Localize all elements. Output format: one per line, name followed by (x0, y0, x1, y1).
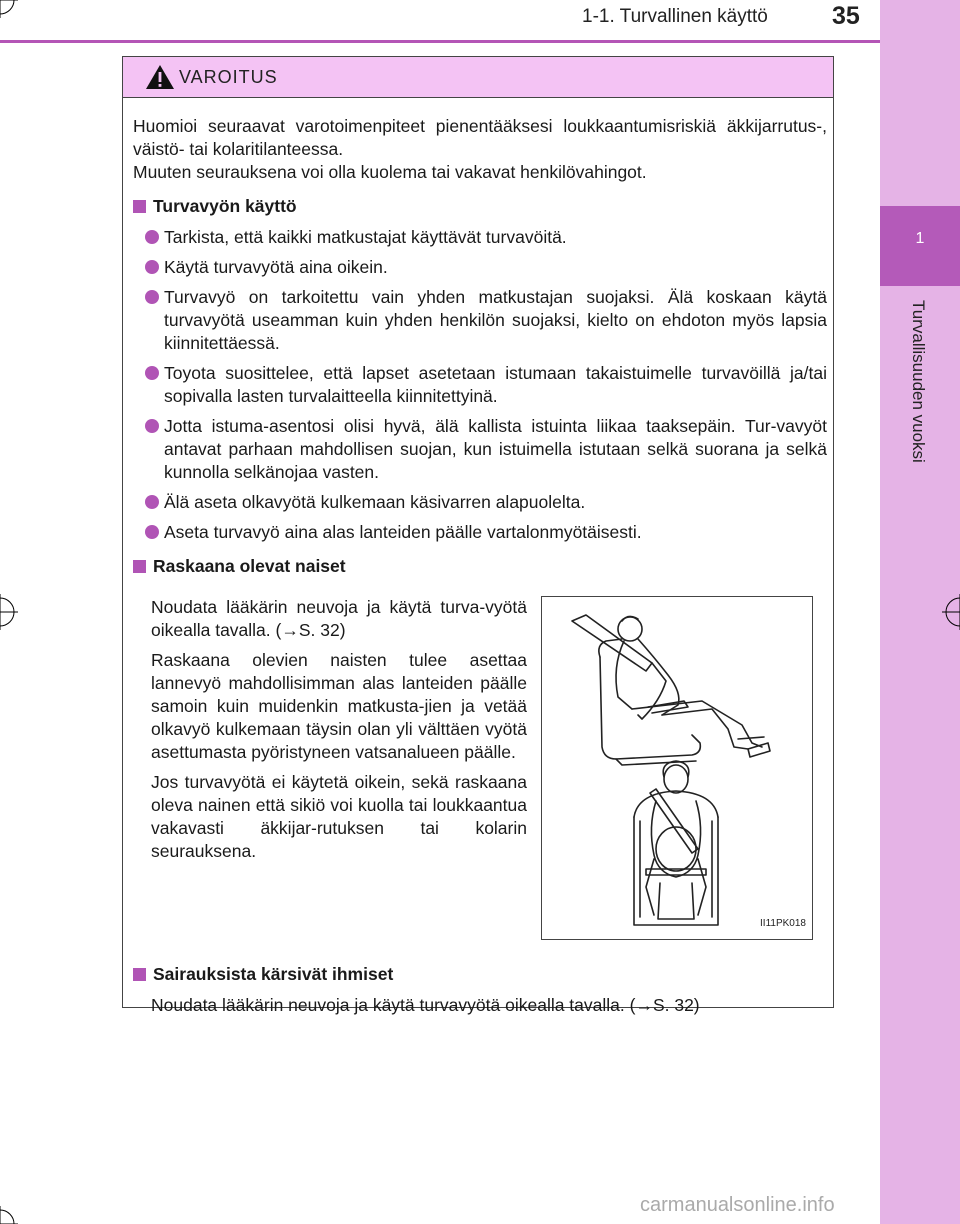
list-item (133, 521, 827, 544)
page-number: 35 (832, 2, 860, 30)
section-heading-text: Sairauksista kärsivät ihmiset (153, 964, 394, 984)
list-item-text: Turvavyö on tarkoitettu vain yhden matkustajan suojaksi. Älä koskaan käytä turvavyötä useamman kuin yhden henkilön suojaksi, kielto on ehdoton myös lapsia kiinnitettäessä. (164, 287, 827, 353)
list-item-text: Jotta istuma-asentosi olisi hyvä, älä kallista istuinta liikaa taaksepäin. Tur-vavyöt antavat parhaan mahdollisen suojan, kun istuimella istutaan selkä suorana ja selkä kunnolla selkänojaa vasten. (164, 416, 827, 482)
warning-title: VAROITUS (179, 67, 278, 87)
round-bullet-icon (145, 419, 159, 433)
pregnant-seatbelt-illustration (541, 596, 813, 940)
paragraph: Noudata lääkärin neuvoja ja käytä turva-vyötä oikealla tavalla. (→S. 32) (151, 597, 527, 640)
round-bullet-icon (145, 260, 159, 274)
section-heading-people-with-illnesses (133, 963, 827, 986)
list-item-text: Älä aseta olkavyötä kulkemaan käsivarren alapuolelta. (164, 492, 586, 512)
warning-consequence: Muuten seurauksena voi olla kuolema tai vakavat henkilövahingot. (133, 162, 647, 182)
square-bullet-icon (133, 968, 146, 981)
list-item (133, 256, 827, 279)
list-item (133, 362, 827, 408)
list-item (133, 286, 827, 355)
pregnant-seatbelt-drawing (542, 597, 812, 939)
footer-watermark: carmanualsonline.info (640, 1194, 835, 1216)
warning-triangle-icon (145, 64, 175, 90)
warning-box (122, 56, 834, 1015)
list-item-text: Aseta turvavyö aina alas lanteiden päälle vartalonmyötäisesti. (164, 522, 642, 542)
round-bullet-icon (145, 366, 159, 380)
chapter-title: Turvallisuuden vuoksi (909, 300, 928, 463)
paragraph: Raskaana olevien naisten tulee asettaa lannevyö mahdollisimman alas lanteiden päälle samoin kuin muidenkin matkusta-jien ja vetää olkavyö kulkemaan täysin olan yli välttäen vyötä asettumasta pyöristyneen vatsanalueen päälle. (151, 650, 527, 762)
header-rule (0, 40, 880, 43)
square-bullet-icon (133, 200, 146, 213)
figure-code: II11PK018 (760, 918, 806, 929)
section-heading-text: Turvavyön käyttö (153, 196, 297, 216)
list-item-text: Käytä turvavyötä aina oikein. (164, 257, 388, 277)
section-heading-pregnant-women (133, 555, 827, 578)
round-bullet-icon (145, 230, 159, 244)
warning-header (123, 57, 833, 98)
chapter-tab-marker[interactable] (880, 206, 960, 286)
round-bullet-icon (145, 290, 159, 304)
round-bullet-icon (145, 495, 159, 509)
section-heading-seatbelt-use (133, 195, 827, 218)
paragraph: Noudata lääkärin neuvoja ja käytä turvavyötä oikealla tavalla. (→S. 32) (151, 995, 700, 1015)
list-item-text: Tarkista, että kaikki matkustajat käyttävät turvavöitä. (164, 227, 567, 247)
list-item-text: Toyota suosittelee, että lapset asetetaan istumaan takaistuimelle turvavöillä ja/tai sopivalla lasten turvalaitteella kiinnitettyinä. (164, 363, 827, 406)
paragraph: Jos turvavyötä ei käytetä oikein, sekä raskaana oleva nainen että sikiö voi kuolla tai loukkaantua vakavasti äkkijar-rutuksen tai kolarin seurauksena. (151, 772, 527, 861)
pregnant-section-body (133, 586, 827, 952)
square-bullet-icon (133, 560, 146, 573)
chapter-number: 1 (915, 230, 925, 247)
pregnant-text (151, 596, 527, 870)
warning-content (133, 115, 827, 1017)
section-heading-text: Raskaana olevat naiset (153, 556, 346, 576)
list-item (133, 226, 827, 249)
warning-intro: Huomioi seuraavat varotoimenpiteet pienentääksesi loukkaantumisriskiä äkkijarrutus-, väistö- tai kolaritilanteessa. (133, 116, 827, 159)
chapter-side-tab (880, 0, 960, 1224)
section-title: 1-1. Turvallinen käyttö (582, 6, 768, 27)
round-bullet-icon (145, 525, 159, 539)
list-item (133, 491, 827, 514)
list-item (133, 415, 827, 484)
